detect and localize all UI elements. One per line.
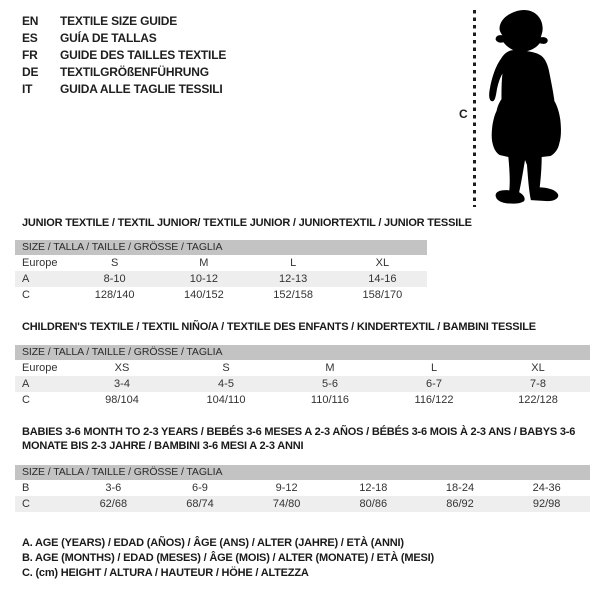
- section-title-children: CHILDREN'S TEXTILE / TEXTIL NIÑO/A / TEXTILE DES ENFANTS / KINDERTEXTIL / BAMBINI TESSILE: [22, 321, 536, 333]
- size-cell: M: [199, 257, 209, 269]
- footnote-age-years: A. AGE (YEARS) / EDAD (AÑOS) / ÂGE (ANS) / ALTER (JAHRE) / ETÀ (ANNI): [22, 537, 404, 549]
- height-cell: 92/98: [532, 498, 561, 510]
- months-cell: 3-6: [105, 482, 122, 494]
- row-label: A: [22, 273, 30, 285]
- size-table-children: [15, 345, 590, 408]
- age-cell: 14-16: [368, 273, 397, 285]
- language-title: GUIDE DES TAILLES TEXTILE: [60, 48, 227, 62]
- height-cell: 68/74: [186, 498, 214, 510]
- size-cell: XS: [114, 362, 130, 374]
- size-table-junior: [15, 240, 427, 303]
- table-row-height: [15, 496, 590, 512]
- age-cell: 7-8: [530, 378, 546, 390]
- row-label: B: [22, 482, 30, 494]
- language-code: EN: [22, 14, 39, 28]
- footnote-age-months: B. AGE (MONTHS) / EDAD (MESES) / ÂGE (MOIS) / ALTER (MONATE) / ETÀ (MESI): [22, 552, 434, 565]
- row-label: A: [22, 378, 30, 390]
- age-cell: 6-7: [426, 378, 442, 390]
- row-label: C: [22, 498, 30, 510]
- height-cell: 104/110: [206, 394, 246, 406]
- months-cell: 24-36: [532, 482, 561, 494]
- age-cell: 8-10: [103, 273, 126, 285]
- months-cell: 18-24: [445, 482, 475, 494]
- language-title: GUIDA ALLE TAGLIE TESSILI: [60, 82, 223, 96]
- age-cell: 10-12: [189, 273, 218, 285]
- size-cell: S: [110, 257, 119, 269]
- size-header-bar: SIZE / TALLA / TAILLE / GRÖSSE / TAGLIA: [15, 465, 590, 480]
- footnote-height: C. (cm) HEIGHT / ALTURA / HAUTEUR / HÖHE / ALTEZZA: [22, 567, 309, 580]
- language-title: GUÍA DE TALLAS: [60, 31, 157, 45]
- row-label: Europe: [22, 257, 58, 269]
- language-code: IT: [22, 82, 33, 96]
- height-cell: 152/158: [273, 289, 313, 301]
- language-title-list: [22, 13, 226, 98]
- height-cell: 128/140: [94, 289, 135, 301]
- height-cell: 98/104: [105, 394, 139, 406]
- language-row-de: [22, 64, 226, 81]
- row-label: Europe: [22, 362, 58, 374]
- language-row-it: [22, 81, 226, 98]
- height-cell: 110/116: [310, 394, 350, 406]
- height-cell: 74/80: [272, 498, 301, 510]
- size-table-babies: [15, 465, 590, 512]
- height-cell: 122/128: [518, 394, 558, 406]
- table-row-height: [15, 287, 427, 303]
- size-cell: S: [222, 362, 230, 374]
- height-cell: 62/68: [99, 498, 128, 510]
- size-header-bar: SIZE / TALLA / TAILLE / GRÖSSE / TAGLIA: [15, 345, 590, 360]
- months-cell: 12-18: [359, 482, 388, 494]
- language-title: TEXTILE SIZE GUIDE: [60, 14, 178, 28]
- language-code: DE: [22, 65, 39, 79]
- language-row-fr: [22, 47, 226, 64]
- height-cell: 80/86: [359, 498, 388, 510]
- height-cell: 116/122: [414, 394, 454, 406]
- legend-footnotes: [22, 536, 434, 582]
- age-cell: 5-6: [322, 378, 338, 390]
- size-header-bar: SIZE / TALLA / TAILLE / GRÖSSE / TAGLIA: [15, 240, 427, 255]
- table-row-europe: [15, 360, 590, 376]
- size-cell: L: [290, 257, 297, 269]
- months-cell: 9-12: [275, 482, 298, 494]
- age-cell: 4-5: [218, 378, 234, 390]
- language-code: ES: [22, 31, 38, 45]
- language-title: TEXTILGRÖßENFÜHRUNG: [60, 65, 209, 79]
- table-row-height: [15, 392, 590, 408]
- language-row-en: [22, 13, 226, 30]
- table-row-age: [15, 376, 590, 392]
- size-cell: M: [325, 362, 335, 374]
- age-cell: 12-13: [279, 273, 308, 285]
- size-cell: XL: [531, 362, 545, 374]
- table-row-europe: [15, 255, 427, 271]
- size-cell: XL: [375, 257, 390, 269]
- section-title-babies: BABIES 3-6 MONTH TO 2-3 YEARS / BEBÉS 3-6 MESES A 2-3 AÑOS / BÉBÉS 3-6 MOIS À 2-3 ANS / BABYS 3-6 MONATE BIS 2-3 JAHRE / BAMBINI 3-6 MESI A 2-3 ANNI: [22, 426, 576, 452]
- row-label: C: [22, 289, 30, 301]
- height-marker-label: C: [459, 107, 468, 121]
- row-label: C: [22, 394, 30, 406]
- language-row-es: [22, 30, 226, 47]
- language-code: FR: [22, 48, 38, 62]
- height-cell: 140/152: [183, 289, 224, 301]
- toddler-silhouette-image: [483, 7, 569, 207]
- size-cell: L: [430, 362, 438, 374]
- table-row-months: [15, 480, 590, 496]
- months-cell: 6-9: [192, 482, 208, 494]
- height-measure-dashed-line: [473, 10, 476, 207]
- height-cell: 86/92: [446, 498, 474, 510]
- height-cell: 158/170: [362, 289, 403, 301]
- age-cell: 3-4: [114, 378, 130, 390]
- section-title-junior: JUNIOR TEXTILE / TEXTIL JUNIOR/ TEXTILE JUNIOR / JUNIORTEXTIL / JUNIOR TESSILE: [22, 217, 472, 229]
- table-row-age: [15, 271, 427, 287]
